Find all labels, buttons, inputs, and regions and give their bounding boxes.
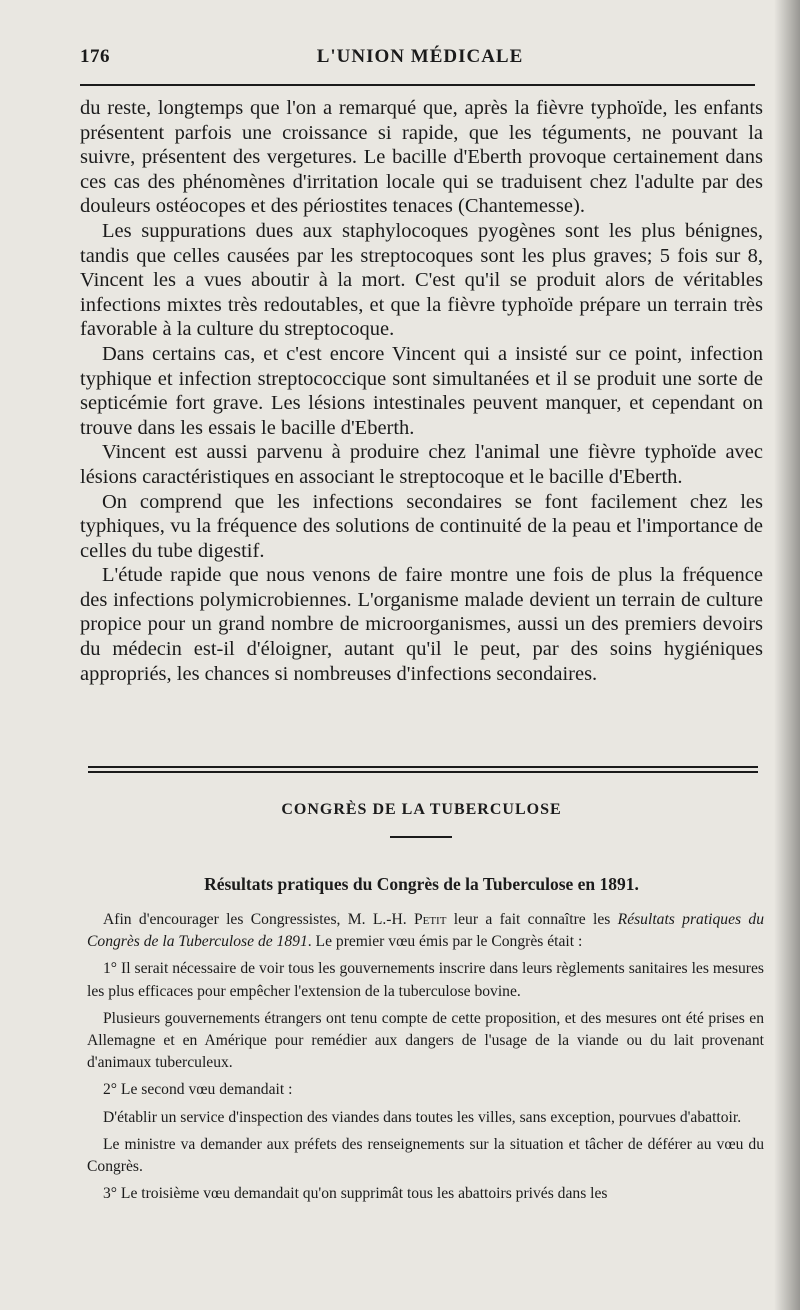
wish-2-text: D'établir un service d'inspection des viandes dans toutes les villes, sans exception, pourvues d'abattoir.	[103, 1108, 742, 1126]
intro-text-c: . Le premier vœu émis par le Congrès était :	[307, 933, 583, 951]
paragraph-1: du reste, longtemps que l'on a remarqué que, après la fièvre typhoïde, les enfants présentent parfois une croissance si rapide, que les téguments, ne pouvant la suivre, présentent des vergetures. Le bacille d'Eberth provoque certainement dans ces cas des phénomènes d'irritation locale qui se traduisent chez l'adulte par des douleurs ostéocopes et des périostites tenaces (Chantemesse).	[80, 97, 763, 218]
wish-3: 3° Le troisième vœu demandait qu'on supprimât tous les abattoirs privés dans les	[103, 1185, 608, 1203]
intro-italic-title: Résultats pratiques du Congrès de la Tuberculose de 1891	[87, 911, 765, 951]
section-short-rule	[390, 836, 452, 838]
intro-author-name: Petit	[413, 911, 447, 928]
paragraph-4: Vincent est aussi parvenu à produire chez l'animal une fièvre typhoïde avec lésions caractéristiques en associant le streptocoque et le bacille d'Eberth.	[80, 441, 763, 488]
section-title: CONGRÈS DE LA TUBERCULOSE	[281, 801, 562, 818]
section-divider-top	[88, 766, 758, 768]
wish-2-note: Le ministre va demander aux préfets des renseignements sur la situation et tâcher de déférer au vœu du Congrès.	[87, 1135, 764, 1176]
running-title: L'UNION MÉDICALE	[316, 46, 524, 67]
article-body	[80, 96, 763, 686]
paragraph-6: L'étude rapide que nous venons de faire montre une fois de plus la fréquence des infections polymicrobiennes. L'organisme malade devient un terrain de culture propice pour un grand nombre de microorganismes, aussi un des premiers devoirs du médecin est-il d'éloigner, autant qu'il le peut, par des soins hygiéniques appropriés, les chances si nombreuses d'infections secondaires.	[80, 564, 763, 685]
intro-text-a: Afin d'encourager les Congressistes, M. L.-H.	[103, 911, 414, 928]
section-subtitle: Résultats pratiques du Congrès de la Tuberculose en 1891.	[204, 874, 639, 894]
paragraph-5: On comprend que les infections secondaires se font facilement chez les typhiques, vu la fréquence des solutions de continuité de la peau et l'importance de celles du tube digestif.	[80, 490, 763, 562]
section-divider-bottom	[88, 771, 758, 773]
congress-report	[87, 909, 764, 1205]
paragraph-2: Les suppurations dues aux staphylocoques pyogènes sont les plus bénignes, tandis que celles causées par les streptocoques sont les plus graves; 5 fois sur 8, Vincent les a vues aboutir à la mort. C'est qu'il se produit alors de véritables infections mixtes très redoutables, et que la fièvre typhoïde prépare un terrain très favorable à la culture du streptocoque.	[80, 219, 763, 341]
paragraph-3: Dans certains cas, et c'est encore Vincent qui a insisté sur ce point, infection typhique et infection streptococcique sont simultanées et il se produit une sorte de septicémie fort grave. Les lésions intestinales peuvent manquer, et cependant on trouve dans les essais le bacille d'Eberth.	[80, 342, 763, 439]
wish-1: 1° Il serait nécessaire de voir tous les gouvernements inscrire dans leurs règlements sanitaires les mesures les plus efficaces pour empêcher l'extension de la tuberculose bovine.	[87, 960, 764, 1000]
wish-2: 2° Le second vœu demandait :	[103, 1081, 293, 1099]
page-number: 176	[80, 46, 110, 67]
congress-intro	[87, 909, 764, 953]
page-edge-shadow	[774, 0, 800, 1310]
intro-text-b: leur a fait connaître les	[446, 911, 618, 928]
wish-1-note: Plusieurs gouvernements étrangers ont tenu compte de cette proposition, et des mesures ont été prises en Allemagne et en Amérique pour remédier aux dangers de l'usage de la viande ou du lait provenant d'animaux tuberculeux.	[87, 1009, 764, 1072]
header-rule	[80, 84, 755, 86]
page-header	[80, 44, 760, 74]
